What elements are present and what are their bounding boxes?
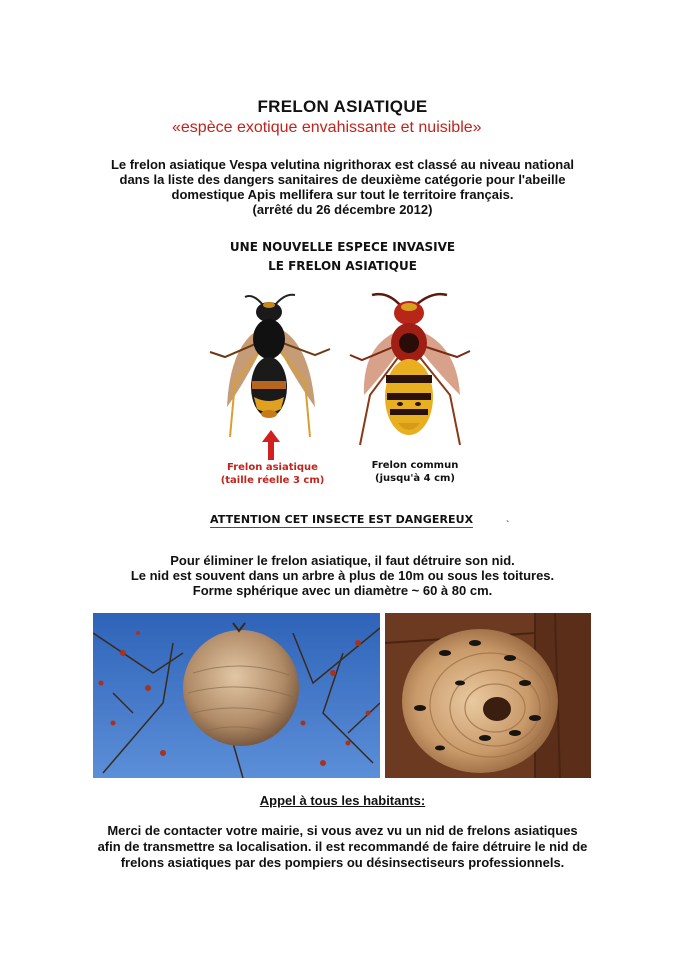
common-hornet-image [342,285,477,455]
section-heading [0,238,685,276]
asian-hornet-caption [215,461,330,487]
intro-line: domestique Apis mellifera sur tout le territoire français. [171,187,514,202]
intro-line: dans la liste des dangers sanitaires de deuxième catégorie pour l'abeille [119,172,566,187]
danger-warning: ATTENTION CET INSECTE EST DANGEREUX [210,513,474,526]
section-heading-line2: LE FRELON ASIATIQUE [268,259,417,273]
appeal-paragraph [0,823,685,871]
appeal-line: Merci de contacter votre mairie, si vous avez vu un nid de frelons asiatiques [107,823,578,838]
intro-paragraph [0,157,685,217]
intro-line: Le frelon asiatique Vespa velutina nigrithorax est classé au niveau national [110,157,575,172]
stray-mark: ` [506,520,510,531]
page-title: FRELON ASIATIQUE [257,97,428,116]
asian-hornet-image [205,287,335,447]
appeal-line: frelons asiatiques par des pompiers ou désinsectiseurs professionnels. [120,855,565,870]
asian-hornet-name: Frelon asiatique [227,462,318,473]
nest-in-tree-photo [93,613,380,778]
elimination-line: Pour éliminer le frelon asiatique, il faut détruire son nid. [170,553,515,568]
elimination-line: Le nid est souvent dans un arbre à plus de 10m ou sous les toitures. [130,568,555,583]
appeal-heading: Appel à tous les habitants: [259,793,426,808]
elimination-paragraph [0,553,685,598]
section-heading-line1: UNE NOUVELLE ESPECE INVASIVE [229,240,456,254]
page-subtitle: «espèce exotique envahissante et nuisible» [172,119,482,136]
common-hornet-size: (jusqu'à 4 cm) [375,473,455,484]
intro-date: (arrêté du 26 décembre 2012) [252,202,433,217]
elimination-line: Forme sphérique avec un diamètre ~ 60 à 80 cm. [192,583,493,598]
common-hornet-name: Frelon commun [371,460,459,471]
nest-closeup-photo [385,613,591,778]
asian-hornet-size: (taille réelle 3 cm) [220,475,325,486]
appeal-line: afin de transmettre sa localisation. il est recommandé de faire détruire le nid de [97,839,588,854]
common-hornet-caption [360,459,470,485]
arrow-up-icon [262,430,280,460]
